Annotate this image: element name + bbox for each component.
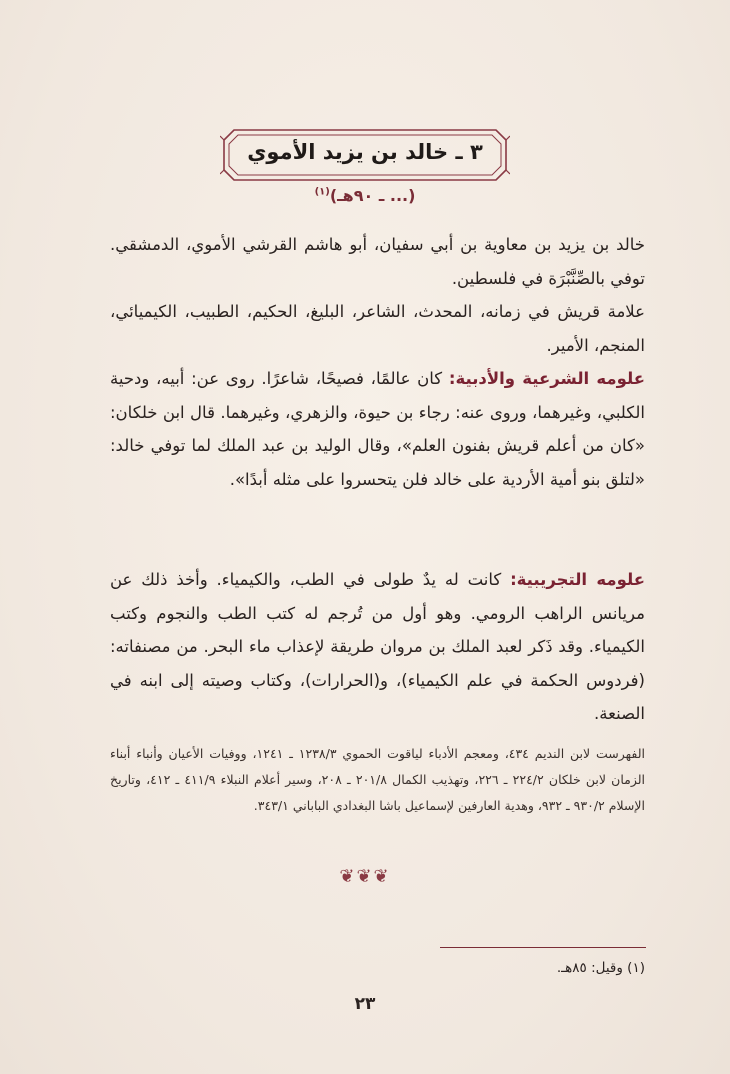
paragraph-religious-literary: [110, 362, 645, 496]
paragraph-bio: خالد بن يزيد بن معاوية بن أبي سفيان، أبو هاشم القرشي الأموي، الدمشقي. توفي بالصِّنَّبْرَة في فلسطين.: [110, 235, 645, 288]
section-label-religious: علومه الشرعية والأدبية:: [448, 369, 645, 388]
ornament-divider: ❦❦❦: [339, 866, 391, 887]
footnote-rule: [440, 947, 646, 948]
references-list: الفهرست لابن النديم ٤٣٤، ومعجم الأدباء لياقوت الحموي ١٢٣٨/٣ ـ ١٢٤١، ووفيات الأعيان وأنباء أبناء الزمان لابن خلكان ٢٢٤/٢ ـ ٢٢٦، وتهذيب الكمال ٢٠١/٨ ـ ٢٠٨، وسير أعلام النبلاء ٤١١/٩ ـ ٤١٢، وتاريخ الإسلام ٩٣٠/٢ ـ ٩٣٢، وهدية العارفين لإسماعيل باشا البغدادي الباباني ٣٤٣/١.: [110, 746, 646, 813]
entry-title: ٣ ـ خالد بن يزيد الأموي: [247, 140, 483, 164]
footnote-marker: (١): [314, 186, 330, 198]
page-number: ٢٣: [354, 994, 376, 1014]
date-range: (... ـ ٩٠هـ): [329, 186, 416, 205]
paragraph-experimental: [110, 563, 645, 731]
section-text-religious: كان عالمًا، فصيحًا، شاعرًا. روى عن: أبيه، ودحية الكلبي، وغيرهما، وروى عنه: رجاء بن حيوة، والزهري، وغيرهما. قال ابن خلكان: «كان من أعلم قريش بفنون العلم»، وقال الوليد بن عبد الملك لما توفي خالد: «لتلق بنو أمية الأردية على خالد فلن يتحسروا على مثله أبدًا».: [110, 369, 645, 489]
section-label-experimental: علومه التجريبية:: [510, 570, 645, 589]
section-text-experimental: كانت له يدٌ طولى في الطب، والكيمياء. وأخذ ذلك عن مريانس الراهب الرومي. وهو أول من تُرجم له كتب الطب والنجوم وكتب الكيمياء. وقد ذَكر لعبد الملك بن مروان طريقة لإعذاب ماء البحر. من مصنفاته: (فردوس الحكمة في علم الكيمياء)، و(الحرارات)، وكتاب وصيته إلى ابنه في الصنعة.: [110, 570, 645, 723]
entry-dates: [0, 186, 730, 205]
title-frame: [220, 126, 510, 184]
paragraph-titles: علامة قريش في زمانه، المحدث، الشاعر، البليغ، الحكيم، الطبيب، الكيميائي، المنجم، الأمير.: [110, 302, 645, 355]
footnote: (١) وقيل: ٨٥هـ.: [556, 960, 645, 976]
